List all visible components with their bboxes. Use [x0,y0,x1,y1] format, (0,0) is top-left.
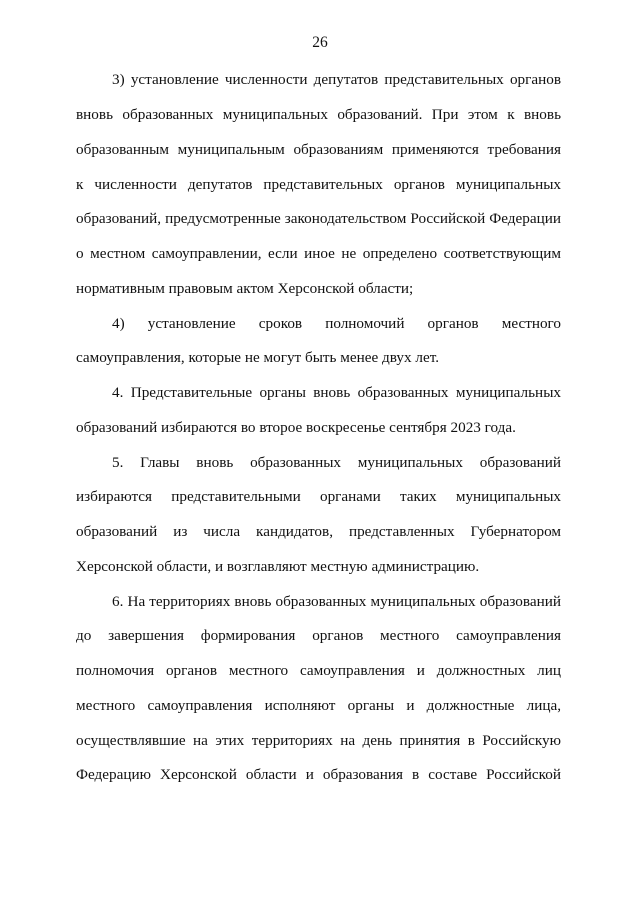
paragraph-5-line-6: Федерацию Херсонской области и образования в составе Российской [76,766,561,783]
paragraph-5-line-4: местного самоуправления исполняют органы и должностные лица, [76,697,561,714]
paragraph-4-line-3: образований из числа кандидатов, представленных Губернатором [76,523,561,540]
paragraph-4-line-2: избираются представительными органами таких муниципальных [76,488,561,505]
paragraph-1-line-3: образованным муниципальным образованиям применяются требования [76,141,561,158]
paragraph-1-line-5: образований, предусмотренные законодательством Российской Федерации [76,210,561,227]
paragraph-5-line-1: 6. На территориях вновь образованных муниципальных образований [112,593,561,610]
paragraph-4-line-4: Херсонской области, и возглавляют местную администрацию. [76,558,480,575]
paragraph-4-line-1: 5. Главы вновь образованных муниципальных образований [112,454,561,471]
paragraph-2-line-1: 4) установление сроков полномочий органов местного [112,315,561,332]
paragraph-1-line-7: нормативным правовым актом Херсонской области; [76,280,414,297]
paragraph-3-line-2: образований избираются во второе воскресенье сентября 2023 года. [76,419,516,436]
paragraph-1-line-6: о местном самоуправлении, если иное не определено соответствующим [76,245,561,262]
page-number: 26 [312,34,328,51]
paragraph-2-line-2: самоуправления, которые не могут быть менее двух лет. [76,349,439,366]
paragraph-1-line-4: к численности депутатов представительных органов муниципальных [76,176,561,193]
paragraph-5-line-5: осуществлявшие на этих территориях на день принятия в Российскую [76,732,561,749]
paragraph-5-line-3: полномочия органов местного самоуправления и должностных лиц [76,662,561,679]
paragraph-5-line-2: до завершения формирования органов местного самоуправления [76,627,561,644]
paragraph-1-line-1: 3) установление численности депутатов представительных органов [112,71,561,88]
paragraph-3-line-1: 4. Представительные органы вновь образованных муниципальных [112,384,561,401]
paragraph-1-line-2: вновь образованных муниципальных образований. При этом к вновь [76,106,561,123]
